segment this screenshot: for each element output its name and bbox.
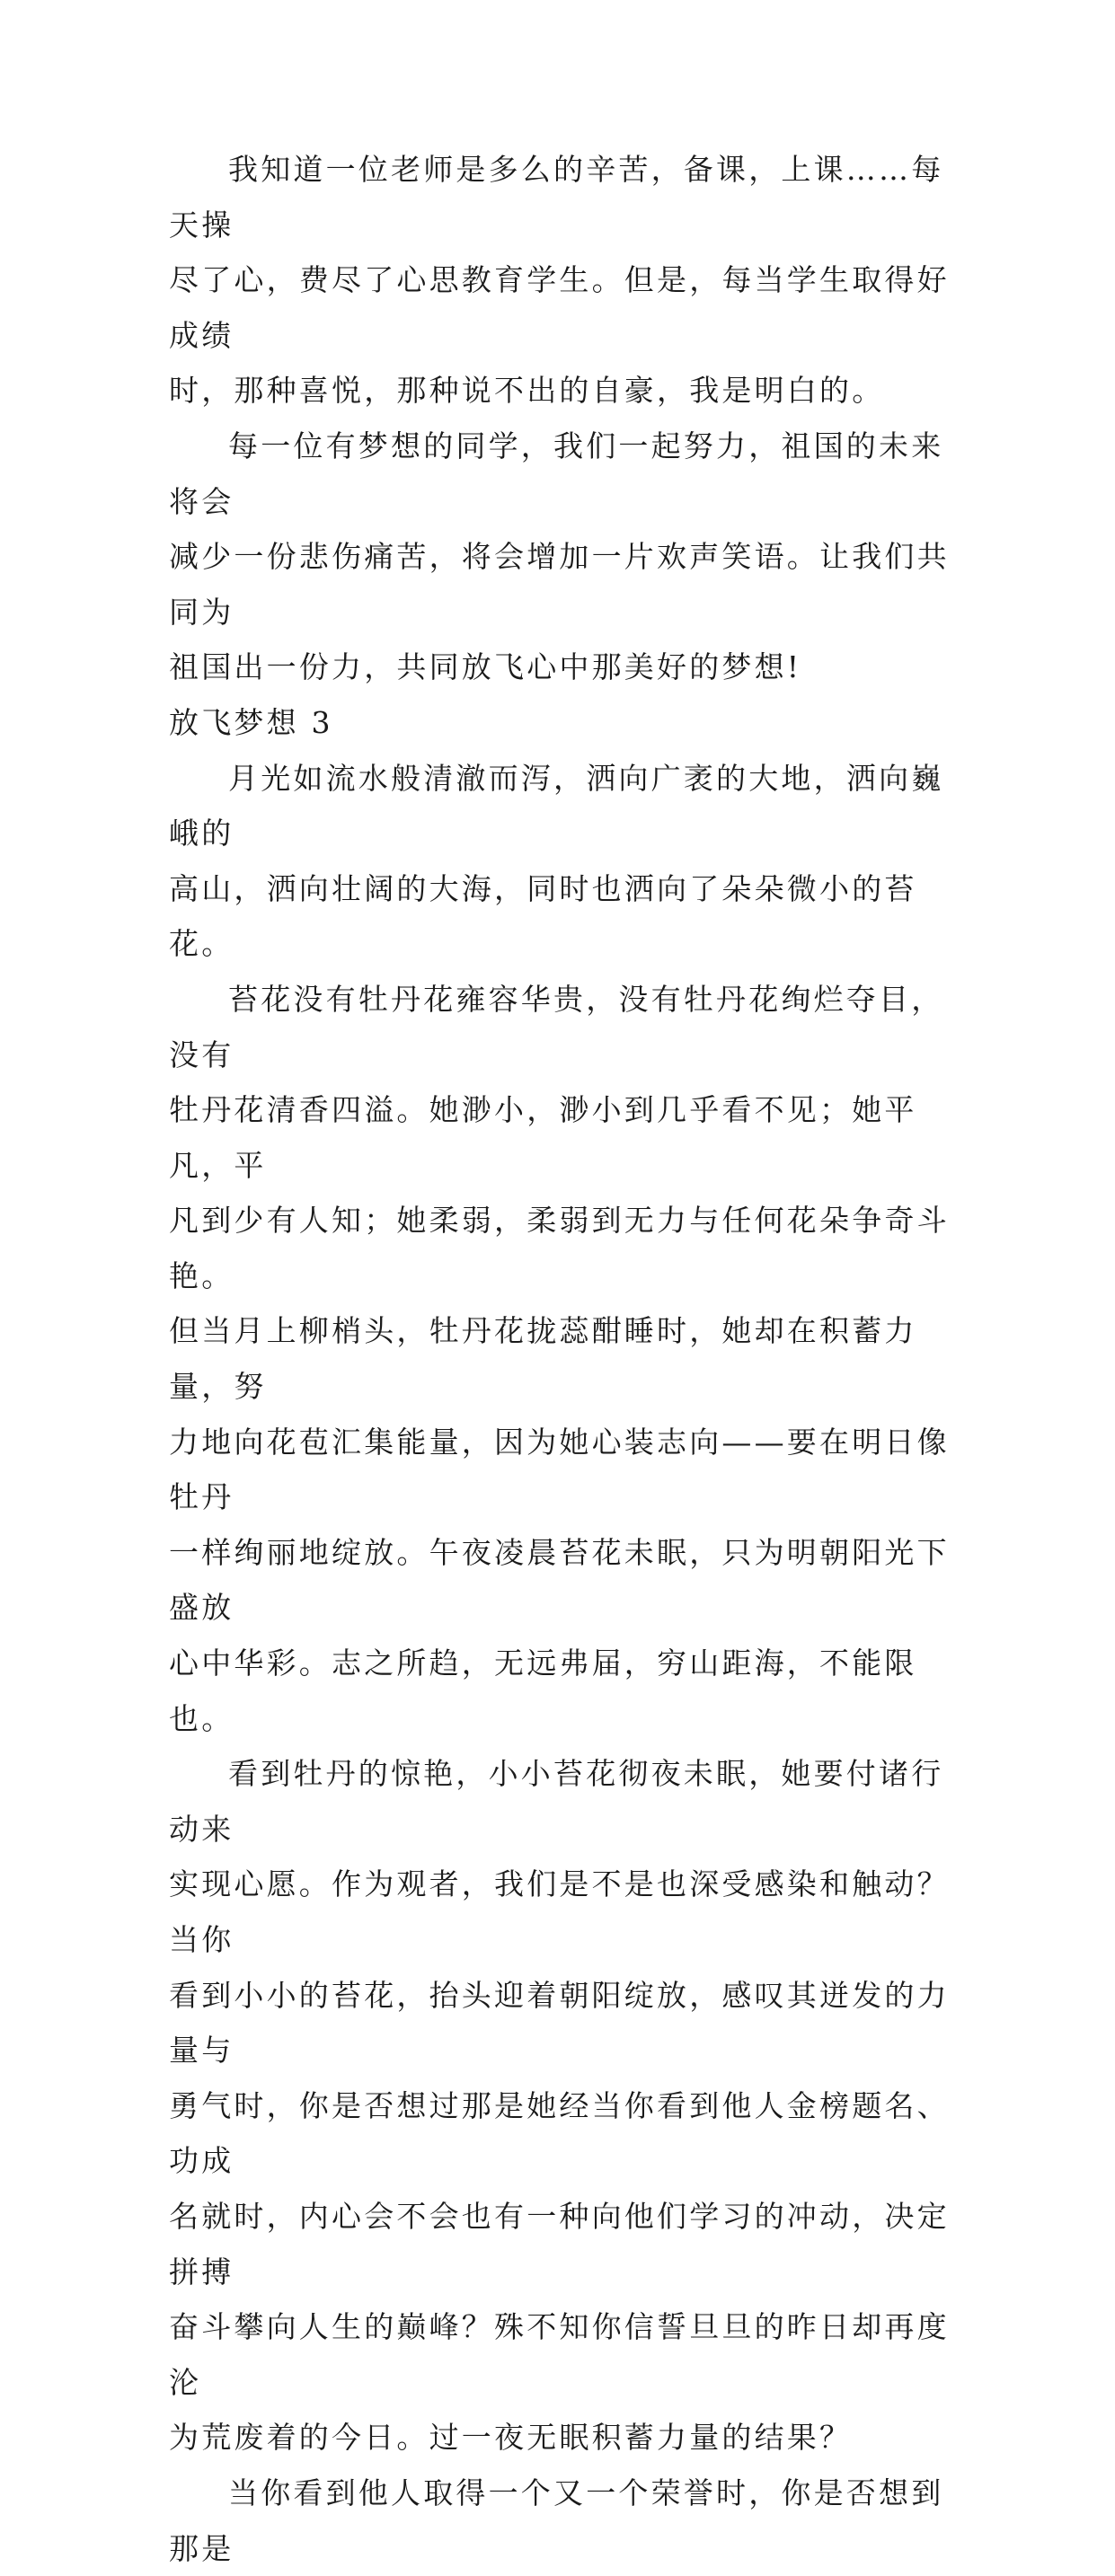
paragraph: 看到牡丹的惊艳，小小苔花彻夜未眠，她要付诸行动来 实现心愿。作为观者，我们是不是也深受感染和触动？当你 看到小小的苔花，抬头迎着朝阳绽放，感叹其迸发的力量与 勇气时，你是否想过那是她经当你看到他人金榜题名、功成 名就时，内心会不会也有一种向他们学习的冲动，决定拼搏 奋斗攀向人生的巅峰？殊不知你信誓旦旦的昨日却再度沦 为荒废着的今日。过一夜无眠积蓄力量的结果？ bbox=[169, 1756, 950, 2456]
section-heading: 放飞梦想 3 bbox=[169, 704, 333, 740]
document-body bbox=[169, 142, 952, 2576]
paragraph: 苔花没有牡丹花雍容华贵，没有牡丹花绚烂夺目，没有 牡丹花清香四溢。她渺小，渺小到几乎看不见；她平凡，平 凡到少有人知；她柔弱，柔弱到无力与任何花朵争奇斗艳。 但当月上柳梢头，牡丹花拢蕊酣睡时，她却在积蓄力量，努 力地向花苞汇集能量，因为她心装志向——要在明日像牡丹 一样绚丽地绽放。午夜凌晨苔花未眠，只为明朝阳光下盛放 心中华彩。志之所趋，无远弗届，穷山距海，不能限也。 bbox=[169, 981, 950, 1736]
paragraph: 月光如流水般清澈而泻，洒向广袤的大地，洒向巍峨的 高山，洒向壮阔的大海，同时也洒向了朵朵微小的苔花。 bbox=[169, 760, 944, 962]
paragraph: 每一位有梦想的同学，我们一起努力，祖国的未来将会 减少一份悲伤痛苦，将会增加一片欢声笑语。让我们共同为 祖国出一份力，共同放飞心中那美好的梦想! bbox=[169, 428, 950, 685]
paragraph: 当你看到他人取得一个又一个荣誉时，你是否想到那是 bbox=[169, 2475, 944, 2566]
paragraph: 我知道一位老师是多么的辛苦，备课，上课……每天操 尽了心，费尽了心思教育学生。但是，每当学生取得好成绩 时，那种喜悦，那种说不出的自豪，我是明白的。 bbox=[169, 152, 950, 409]
